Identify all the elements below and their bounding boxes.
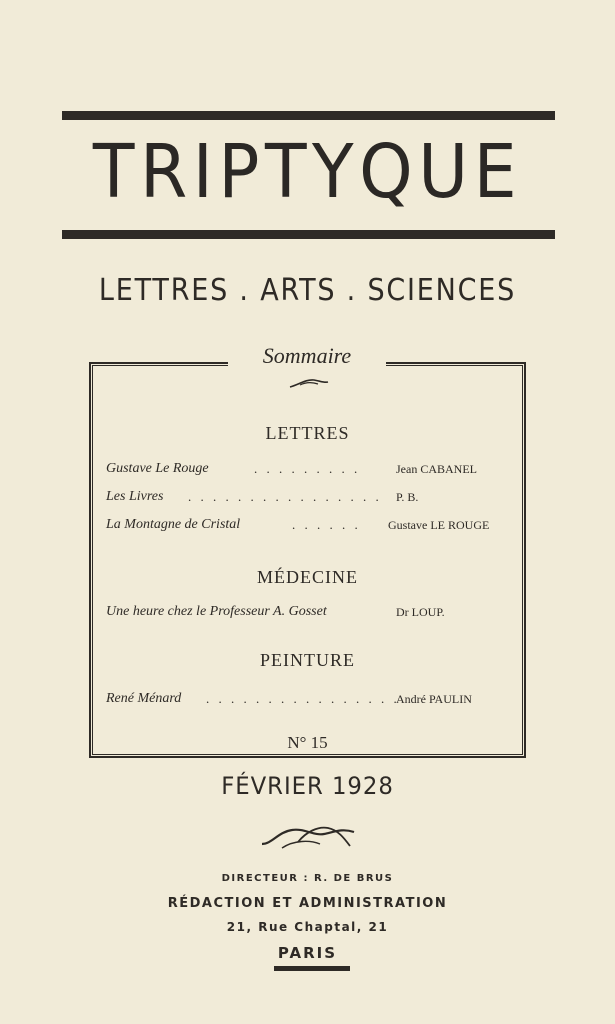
leader-dots: . . . . . .: [292, 517, 361, 532]
section-heading-lettres: LETTRES: [265, 423, 350, 443]
journal-subtitle: LETTRES . ARTS . SCIENCES: [98, 273, 517, 308]
entry-title: Gustave Le Rouge: [106, 461, 209, 476]
contents-heading: [228, 342, 386, 370]
city-line: PARIS: [277, 944, 338, 962]
section-heading-peinture: PEINTURE: [260, 650, 355, 670]
contents-entry[interactable]: [106, 461, 516, 481]
office-line: RÉDACTION ET ADMINISTRATION: [167, 896, 448, 911]
entry-author: Gustave LE ROUGE: [388, 518, 490, 532]
top-rule-lower: [62, 230, 555, 239]
entry-author: Dr LOUP.: [396, 605, 445, 619]
entry-title: Les Livres: [106, 489, 164, 504]
entry-title: La Montagne de Cristal: [106, 517, 241, 532]
leader-dots: . . . . . . . . . . . . . . . .: [188, 489, 382, 504]
contents-entry[interactable]: [106, 691, 516, 711]
ornament-flourish-icon: [258, 818, 358, 852]
top-rule-upper: [62, 111, 555, 120]
contents-entry[interactable]: [106, 604, 516, 624]
section-heading-medecine: MÉDECINE: [257, 567, 358, 587]
entry-author: Jean CABANEL: [396, 462, 477, 476]
entry-author: P. B.: [396, 490, 419, 504]
address-line: 21, Rue Chaptal, 21: [226, 920, 389, 934]
contents-heading-label: Sommaire: [262, 343, 352, 368]
entry-author: André PAULIN: [396, 692, 472, 706]
ornament-small-icon: [288, 376, 330, 390]
entry-title: Une heure chez le Professeur A. Gosset: [106, 604, 327, 619]
journal-title: TRIPTYQUE: [92, 129, 523, 215]
contents-entry[interactable]: [106, 517, 516, 537]
entry-title: René Ménard: [106, 691, 182, 706]
leader-dots: . . . . . . . . .: [254, 461, 361, 476]
director-line: DIRECTEUR : R. DE BRUS: [221, 873, 394, 884]
leader-dots: . . . . . . . . . . . . . . . .: [206, 691, 400, 706]
city-underline: [274, 966, 350, 971]
contents-entry[interactable]: [106, 489, 516, 509]
issue-number: N° 15: [287, 733, 328, 752]
issue-date: FÉVRIER 1928: [221, 772, 394, 800]
